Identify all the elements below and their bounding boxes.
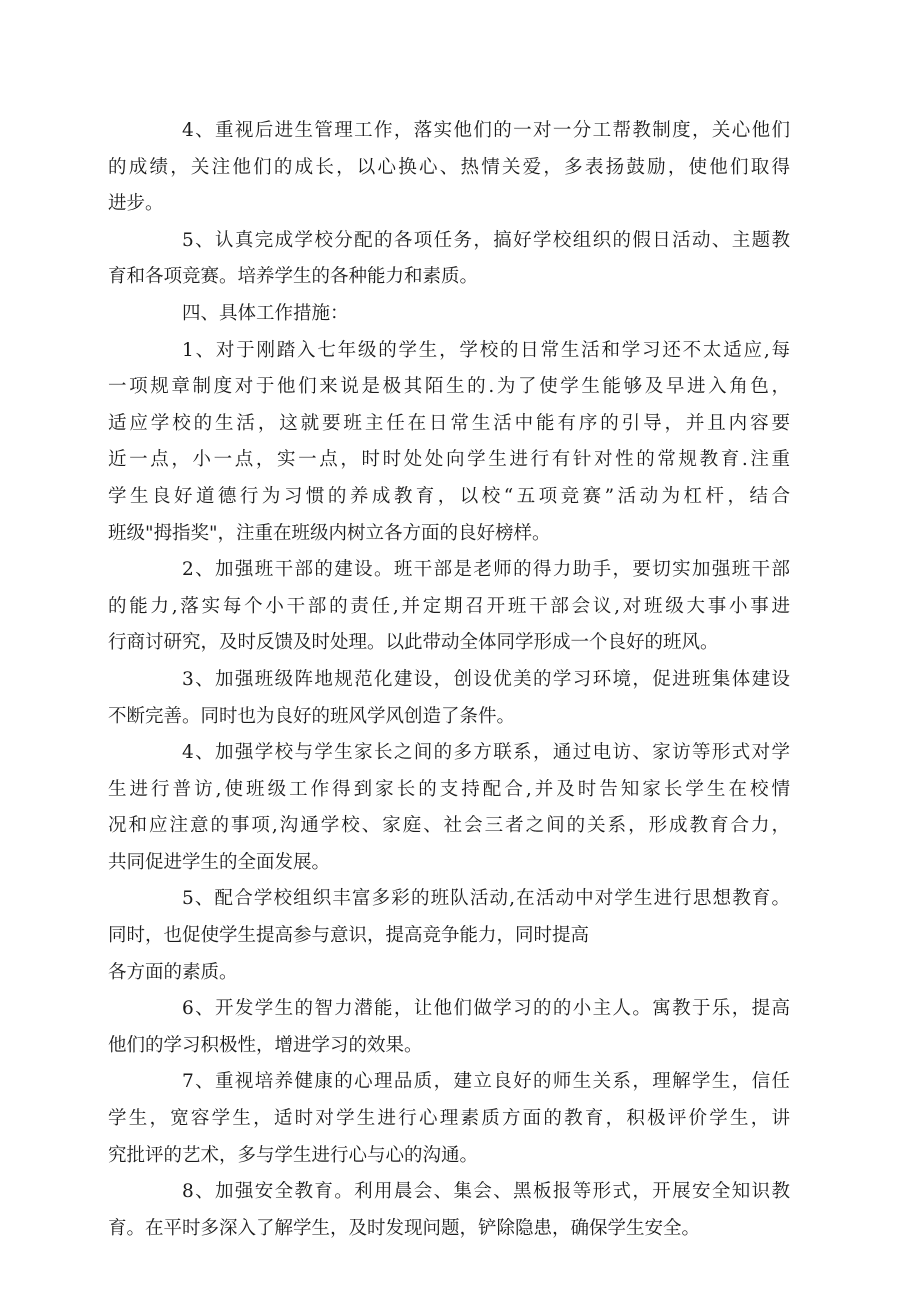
text-line: 的能力,落实每个小干部的责任,并定期召开班干部会议,对班级大事小事进 <box>108 595 790 617</box>
text-line: 的成绩，关注他们的成长，以心换心、热情关爱，多表扬鼓励，使他们取得 <box>108 156 790 178</box>
paragraph-5-school-tasks <box>108 223 790 296</box>
measure-2-class-cadres <box>108 552 790 662</box>
text-line: 3、加强班级阵地规范化建设，创设优美的学习环境，促进班集体建设 <box>182 668 790 690</box>
text-line: 进步。 <box>108 193 164 215</box>
measure-4-parent-contact <box>108 735 790 881</box>
text-line: 育。在平时多深入了解学生，及时发现问题，铲除隐患，确保学生安全。 <box>108 1217 701 1239</box>
text-line: 学生，宽容学生，适时对学生进行心理素质方面的教育，积极评价学生，讲 <box>108 1108 790 1130</box>
text-line: 4、加强学校与学生家长之间的多方联系，通过电访、家访等形式对学 <box>182 742 790 764</box>
text-line: 8、加强安全教育。利用晨会、集会、黑板报等形式，开展安全知识教 <box>182 1181 790 1203</box>
measure-7-mental-health <box>108 1064 790 1174</box>
paragraph-4-backward-students <box>108 113 790 223</box>
text-line: 育和各项竞赛。培养学生的各种能力和素质。 <box>108 266 479 288</box>
text-line: 不断完善。同时也为良好的班风学风创造了条件。 <box>108 705 516 727</box>
text-line: 4、重视后进生管理工作，落实他们的一对一分工帮教制度，关心他们 <box>182 120 790 141</box>
section-heading-specific-measures <box>108 296 790 333</box>
text-line: 5、认真完成学校分配的各项任务，搞好学校组织的假日活动、主题教 <box>182 229 790 251</box>
measure-5-class-activities <box>108 881 790 991</box>
heading-text: 四、具体工作措施： <box>182 302 349 324</box>
text-line: 同时，也促使学生提高参与意识，提高竞争能力，同时提高 <box>108 925 590 947</box>
text-line: 一项规章制度对于他们来说是极其陌生的.为了使学生能够及早进入角色， <box>108 376 790 398</box>
text-line: 1、对于刚踏入七年级的学生，学校的日常生活和学习还不太适应,每 <box>182 339 790 361</box>
text-line: 学生良好道德行为习惯的养成教育，以校“五项竞赛”活动为杠杆，结合 <box>108 485 790 507</box>
measure-6-intelligence <box>108 991 790 1064</box>
text-line: 6、开发学生的智力潜能，让他们做学习的的小主人。寓教于乐，提高 <box>182 998 790 1020</box>
measure-1-routine-education <box>108 333 790 553</box>
text-line: 他们的学习积极性，增进学习的效果。 <box>108 1034 423 1056</box>
text-line: 况和应注意的事项,沟通学校、家庭、社会三者之间的关系，形成教育合力， <box>108 815 790 837</box>
text-line: 班级"拇指奖"，注重在班级内树立各方面的良好榜样。 <box>108 522 551 544</box>
text-line: 生进行普访,使班级工作得到家长的支持配合,并及时告知家长学生在校情 <box>108 778 790 800</box>
measure-3-class-environment <box>108 662 790 735</box>
text-line: 近一点，小一点，实一点，时时处处向学生进行有针对性的常规教育.注重 <box>108 449 790 471</box>
text-line: 行商讨研究，及时反馈及时处理。以此带动全体同学形成一个良好的班风。 <box>108 632 719 654</box>
document-body <box>108 113 790 1247</box>
measure-8-safety <box>108 1174 790 1247</box>
text-line: 究批评的艺术，多与学生进行心与心的沟通。 <box>108 1144 479 1166</box>
text-line: 2、加强班干部的建设。班干部是老师的得力助手，要切实加强班干部 <box>182 559 790 581</box>
text-line: 各方面的素质。 <box>108 961 238 983</box>
text-line: 7、重视培养健康的心理品质，建立良好的师生关系，理解学生，信任 <box>182 1071 790 1093</box>
text-line: 5、配合学校组织丰富多彩的班队活动,在活动中对学生进行思想教育。 <box>182 888 790 910</box>
text-line: 共同促进学生的全面发展。 <box>108 851 331 873</box>
text-line: 适应学校的生活，这就要班主任在日常生活中能有序的引导，并且内容要 <box>108 412 790 434</box>
